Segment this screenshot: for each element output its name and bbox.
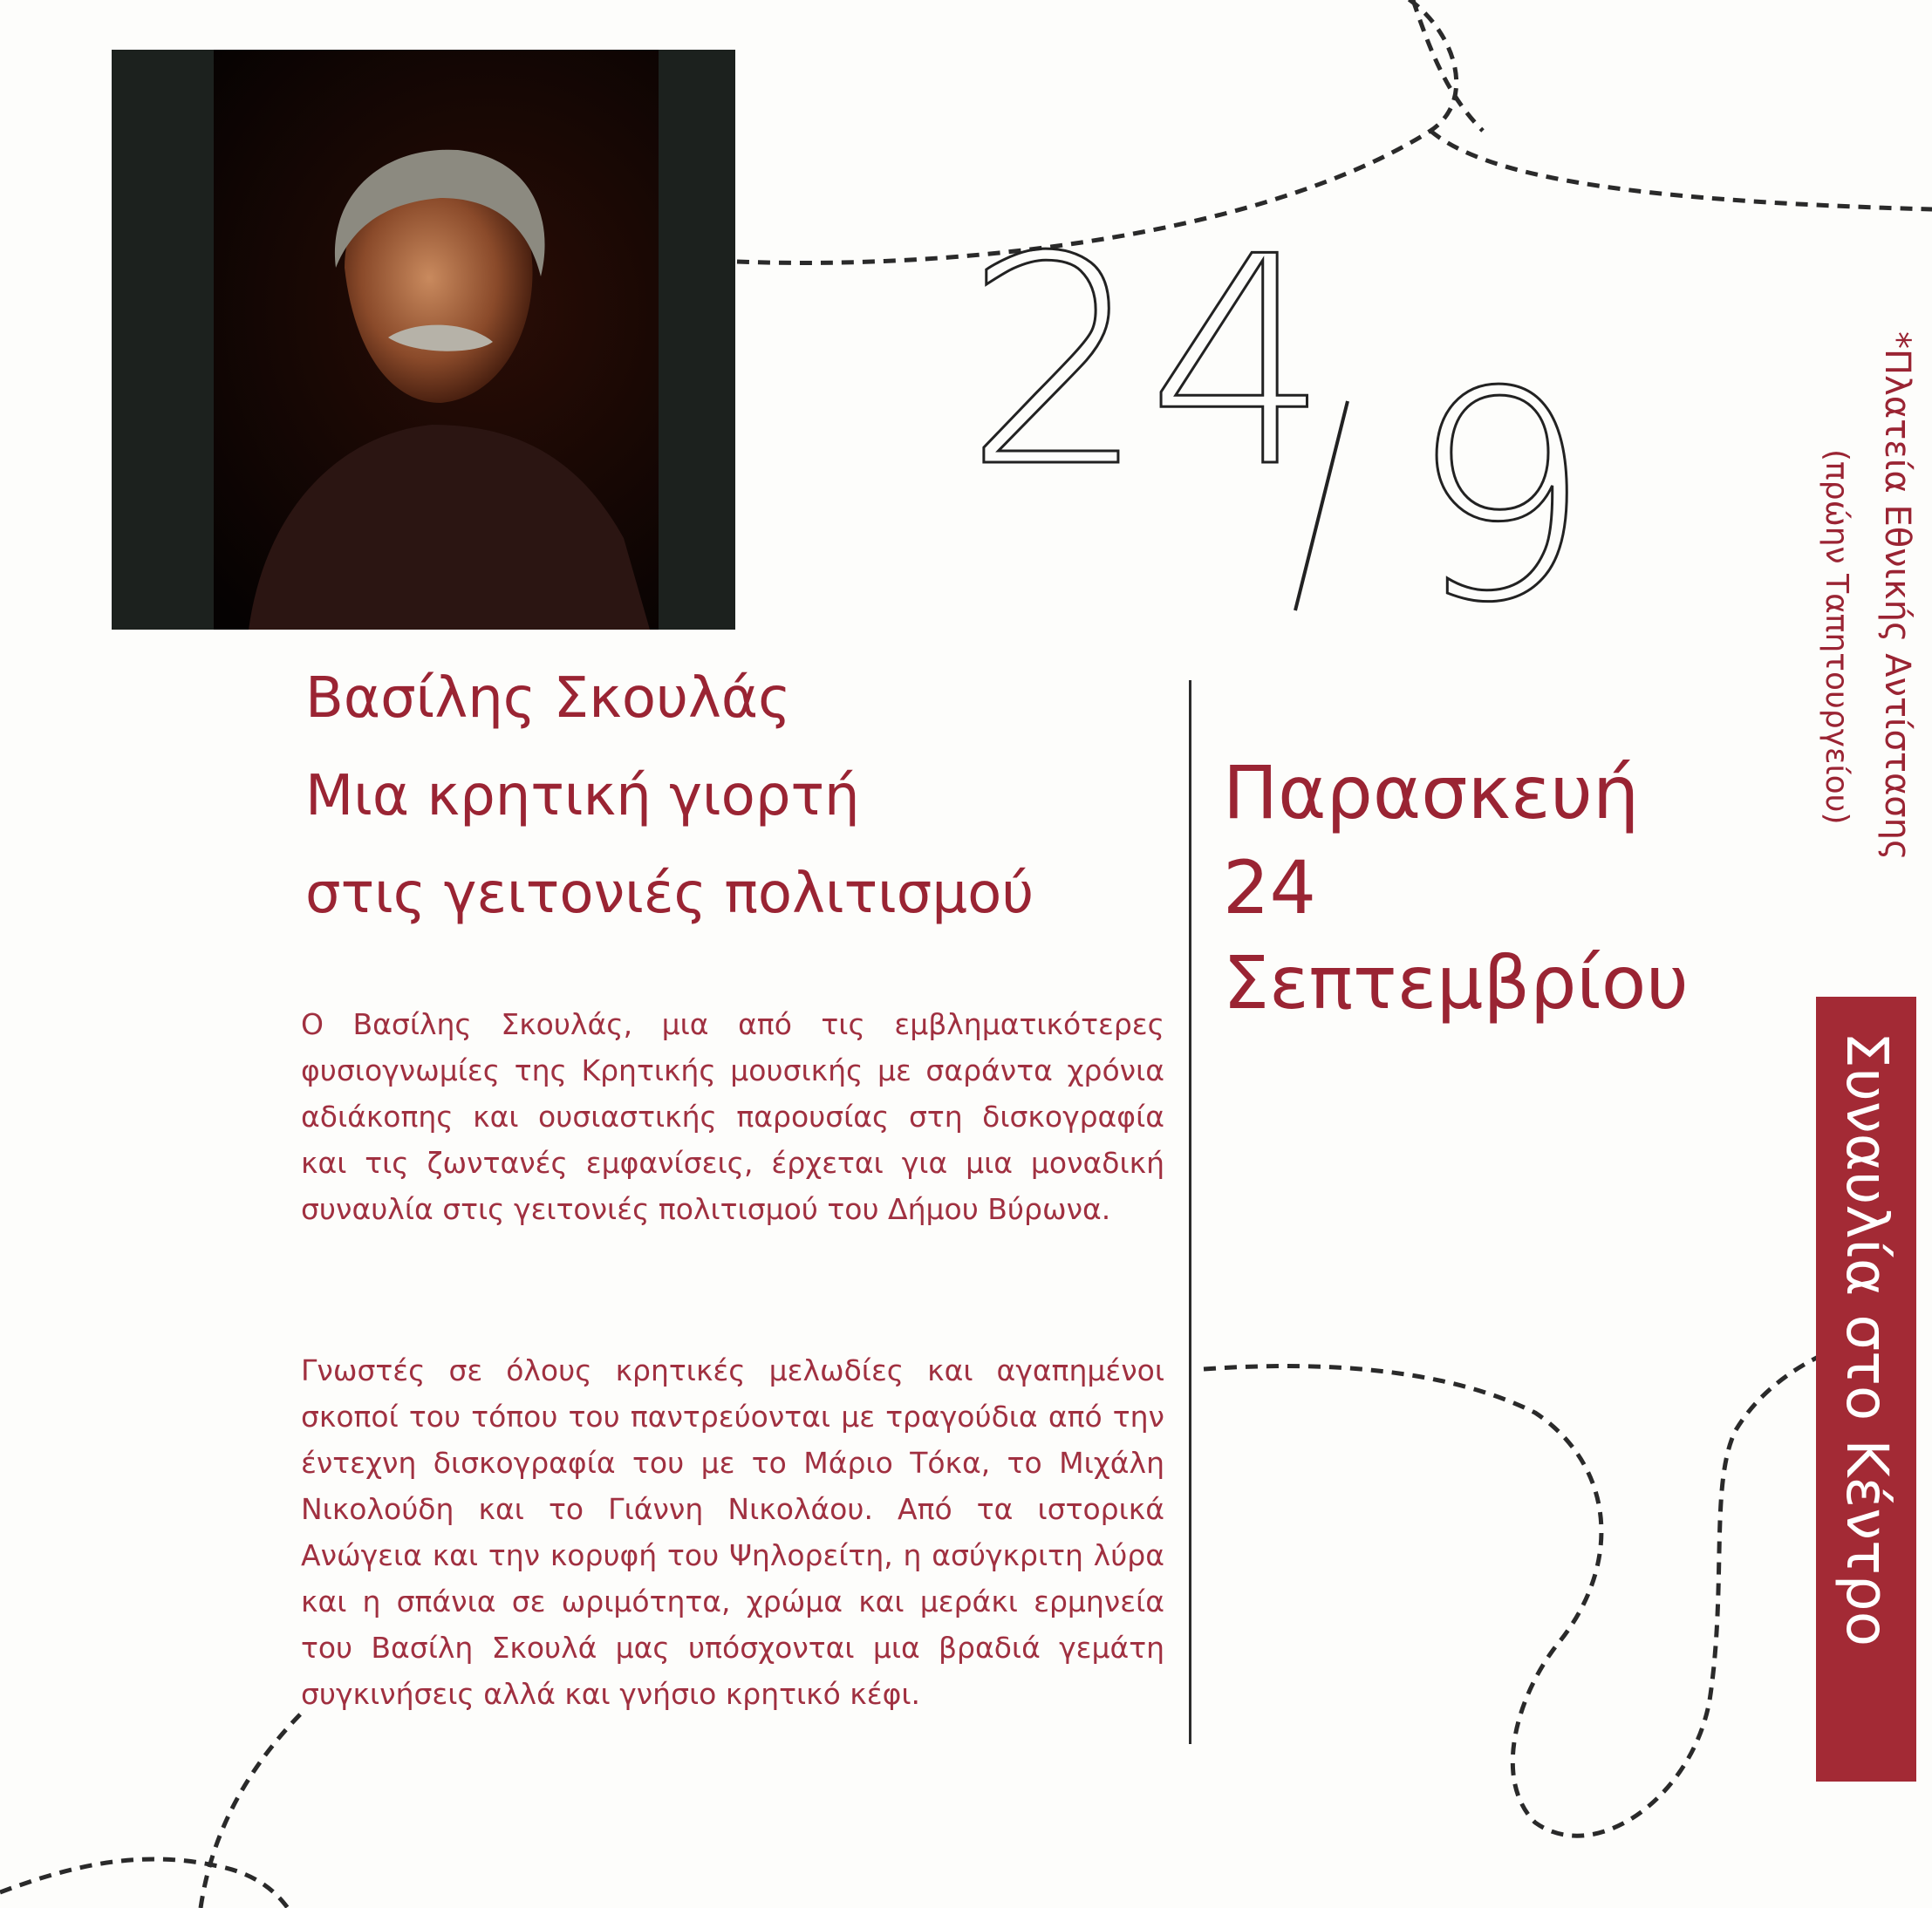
- event-subtitle-line-1: Μια κρητική γιορτή: [305, 764, 860, 828]
- date-month-numeral: 9: [1409, 330, 1592, 645]
- concert-banner: [1816, 997, 1916, 1782]
- event-subtitle-line-2: στις γειτονιές πολιτισμού: [305, 862, 1034, 926]
- column-divider: [1189, 680, 1191, 1744]
- event-title: [305, 650, 1090, 943]
- date-numeral: [964, 157, 1627, 645]
- banner-label: Συναυλία στο Κέντρο: [1833, 1032, 1901, 1647]
- artist-name: Βασίλης Σκουλάς: [305, 666, 791, 731]
- month-name: Σεπτεμβρίου: [1223, 940, 1689, 1026]
- description-paragraph-2: Γνωστές σε όλους κρητικές μελωδίες και αγαπημένοι σκοποί του τόπου του παντρεύονται με τραγούδια από την έντεχνη δισκογραφία του με το Μάριο Τόκα, το Μιχάλη Νικολούδη και το Γιάννη Νικολάου. Από τα ιστορικά Ανώγεια και την κορυφή του Ψηλορείτη, η ασύγκριτη λύρα και η σπάνια σε ωριμότητα, χρώμα και μεράκι ερμηνεία του Βασίλη Σκουλά μας υπόσχονται μια βραδιά γεμάτη συγκινήσεις αλλά και γνήσιο κρητικό κέφι.: [301, 1353, 1164, 1711]
- description-paragraph-1: Ο Βασίλης Σκουλάς, μια από τις εμβληματικότερες φυσιογνωμίες της Κρητικής μουσικής με σαράντα χρόνια αδιάκοπης και ουσιαστικής παρουσίας στη δισκογραφία και τις ζωντανές εμφανίσεις, έρχεται για μια μοναδική συναυλία στις γειτονιές πολιτισμού του Δήμου Βύρωνα.: [301, 1007, 1164, 1226]
- artist-photo: [112, 50, 735, 630]
- date-day-numeral: 24: [964, 195, 1330, 530]
- day-number: 24: [1223, 845, 1316, 930]
- venue-name: *Πλατεία Εθνικής Αντίστασης: [1877, 331, 1917, 861]
- event-date-text: [1223, 746, 1711, 1031]
- portrait-image: [214, 50, 735, 630]
- weekday: Παρασκευή: [1223, 750, 1640, 835]
- venue-former-name: (πρώην Ταπητουργείου): [1819, 449, 1854, 825]
